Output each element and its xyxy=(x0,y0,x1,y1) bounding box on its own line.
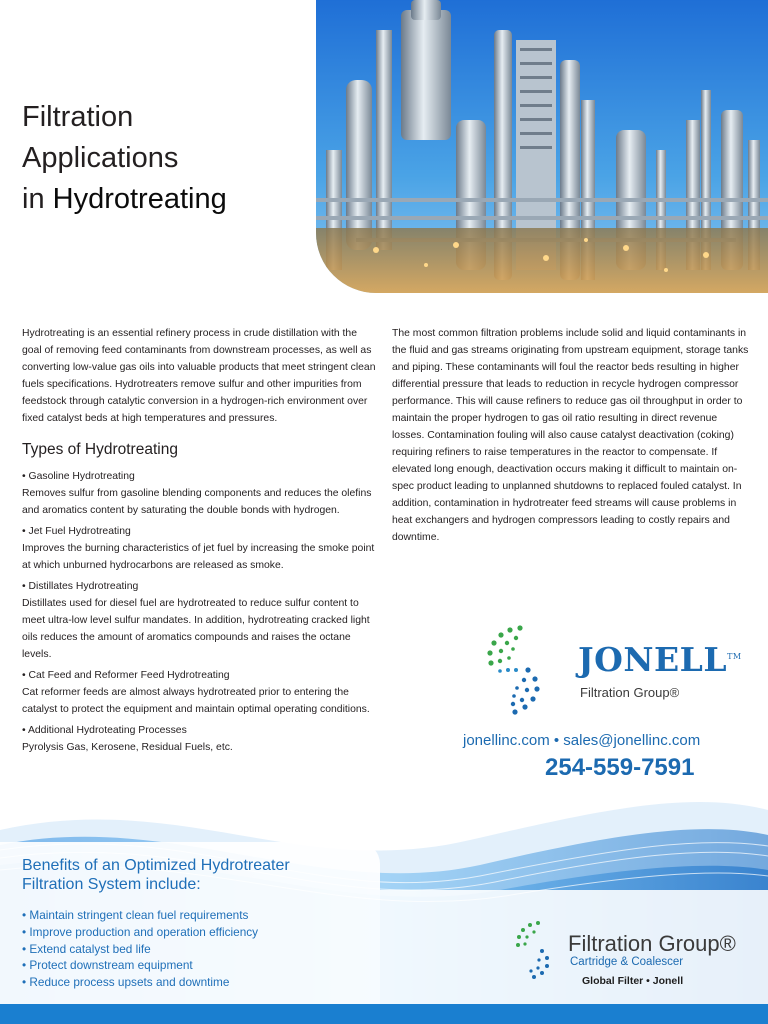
jonell-subtitle: Filtration Group® xyxy=(580,685,680,700)
left-column xyxy=(22,325,376,760)
type-item xyxy=(22,667,376,718)
hero-refinery-image xyxy=(316,0,768,293)
benefit-item: • Improve production and operation efficiency xyxy=(22,924,259,939)
type-item-title: • Additional Hydroteating Processes xyxy=(22,725,187,736)
jonell-wordmark xyxy=(578,640,742,679)
filtration-group-logo-mark xyxy=(512,918,564,982)
contact-line[interactable]: jonellinc.com • sales@jonellinc.com xyxy=(463,732,701,749)
benefit-item: • Protect downstream equipment xyxy=(22,958,193,973)
benefits-list xyxy=(22,907,258,991)
title-line-2: Applications xyxy=(22,142,179,174)
benefit-item: • Maintain stringent clean fuel requirements xyxy=(22,908,249,922)
jonell-tm: TM xyxy=(727,652,742,661)
benefits-box xyxy=(0,842,380,1014)
type-item-body: Cat reformer feeds are almost always hydrotreated prior to entering the catalyst to protect the equipment and maintain optimal operating conditions. xyxy=(22,687,370,715)
filtration-group-subtitle: Cartridge & Coalescer xyxy=(570,956,684,968)
types-heading: Types of Hydrotreating xyxy=(22,441,178,458)
type-item-body: Pyrolysis Gas, Kerosene, Residual Fuels, etc. xyxy=(22,742,233,753)
benefits-title-line-1: Benefits of an Optimized Hydrotreater xyxy=(22,857,290,874)
type-item-title: • Jet Fuel Hydrotreating xyxy=(22,526,131,537)
benefits-title-line-2: Filtration System include: xyxy=(22,876,201,893)
type-item-body: Distillates used for diesel fuel are hydrotreated to reduce sulfur content to meet ultra-low level sulfur mandates. In addition, hydrotreating cracked light oils reduces the amount of aromatics compounds and raises the octane levels. xyxy=(22,598,370,660)
bottom-bar xyxy=(0,1004,768,1024)
jonell-name: JONELL xyxy=(578,640,728,679)
type-item-title: • Cat Feed and Reformer Feed Hydrotreating xyxy=(22,670,230,681)
type-item-body: Improves the burning characteristics of jet fuel by increasing the smoke point at which unburned hydrocarbons are released as smoke. xyxy=(22,543,375,571)
type-item xyxy=(22,578,376,663)
phone-number[interactable]: 254-559-7591 xyxy=(545,754,695,781)
benefits-title xyxy=(22,856,290,894)
benefit-item: • Extend catalyst bed life xyxy=(22,941,151,956)
type-item xyxy=(22,468,376,519)
benefit-item: • Reduce process upsets and downtime xyxy=(22,975,230,990)
right-column xyxy=(392,325,750,546)
title-line-1: Filtration xyxy=(22,101,134,133)
type-item xyxy=(22,523,376,574)
title-emphasis: Hydrotreating xyxy=(52,183,227,215)
filtration-group-wordmark: Filtration Group® xyxy=(568,931,736,956)
problems-paragraph: The most common filtration problems include solid and liquid contaminants in the fluid and gas streams originating from upstream equipment, storage tanks and piping. These contaminants will foul the reactor beds resulting in higher differential pressure that leads to reduction in recycle hydrogen compressor performance. This will cause refiners to reduce gas oil throughput in order to maintain the proper hydrogen to gas oil ratio resulting in direct revenue losses. Contamination fouling will also cause catalyst deactivation (coking) requiring refiners to raise temperatures in the reactor to compensate. If elevated long enough, deactivation occurs making it difficult to maintain on-spec product leading to unplanned shutdowns to replaced fouled catalyst. In addition, contamination in hydrotreater feed streams will cause problems in heat exchangers and hydrogen compressors leading to costly repairs and downtime. xyxy=(392,328,749,543)
title-line-3 xyxy=(22,179,227,220)
intro-paragraph: Hydrotreating is an essential refinery process in crude distillation with the goal of removing feed contaminants from downstream processes, as well as converting low-value gas oils into valuable products that meet stringent clean fuels specifications. Hydrotreaters remove sulfur and other impurities from feedstock through catalytic conversion in a hydrogen-rich environment over fixed catalyst beds at high temperatures and pressures. xyxy=(22,328,376,424)
type-item xyxy=(22,722,376,756)
page-title xyxy=(22,97,227,220)
type-item-title: • Distillates Hydrotreating xyxy=(22,581,139,592)
filtration-group-brands: Global Filter • Jonell xyxy=(582,975,684,987)
type-item-title: • Gasoline Hydrotreating xyxy=(22,471,135,482)
type-item-body: Removes sulfur from gasoline blending components and reduces the olefins and aromatics content by saturating the double bonds with hydrogen. xyxy=(22,488,372,516)
title-prefix: in xyxy=(22,183,45,215)
